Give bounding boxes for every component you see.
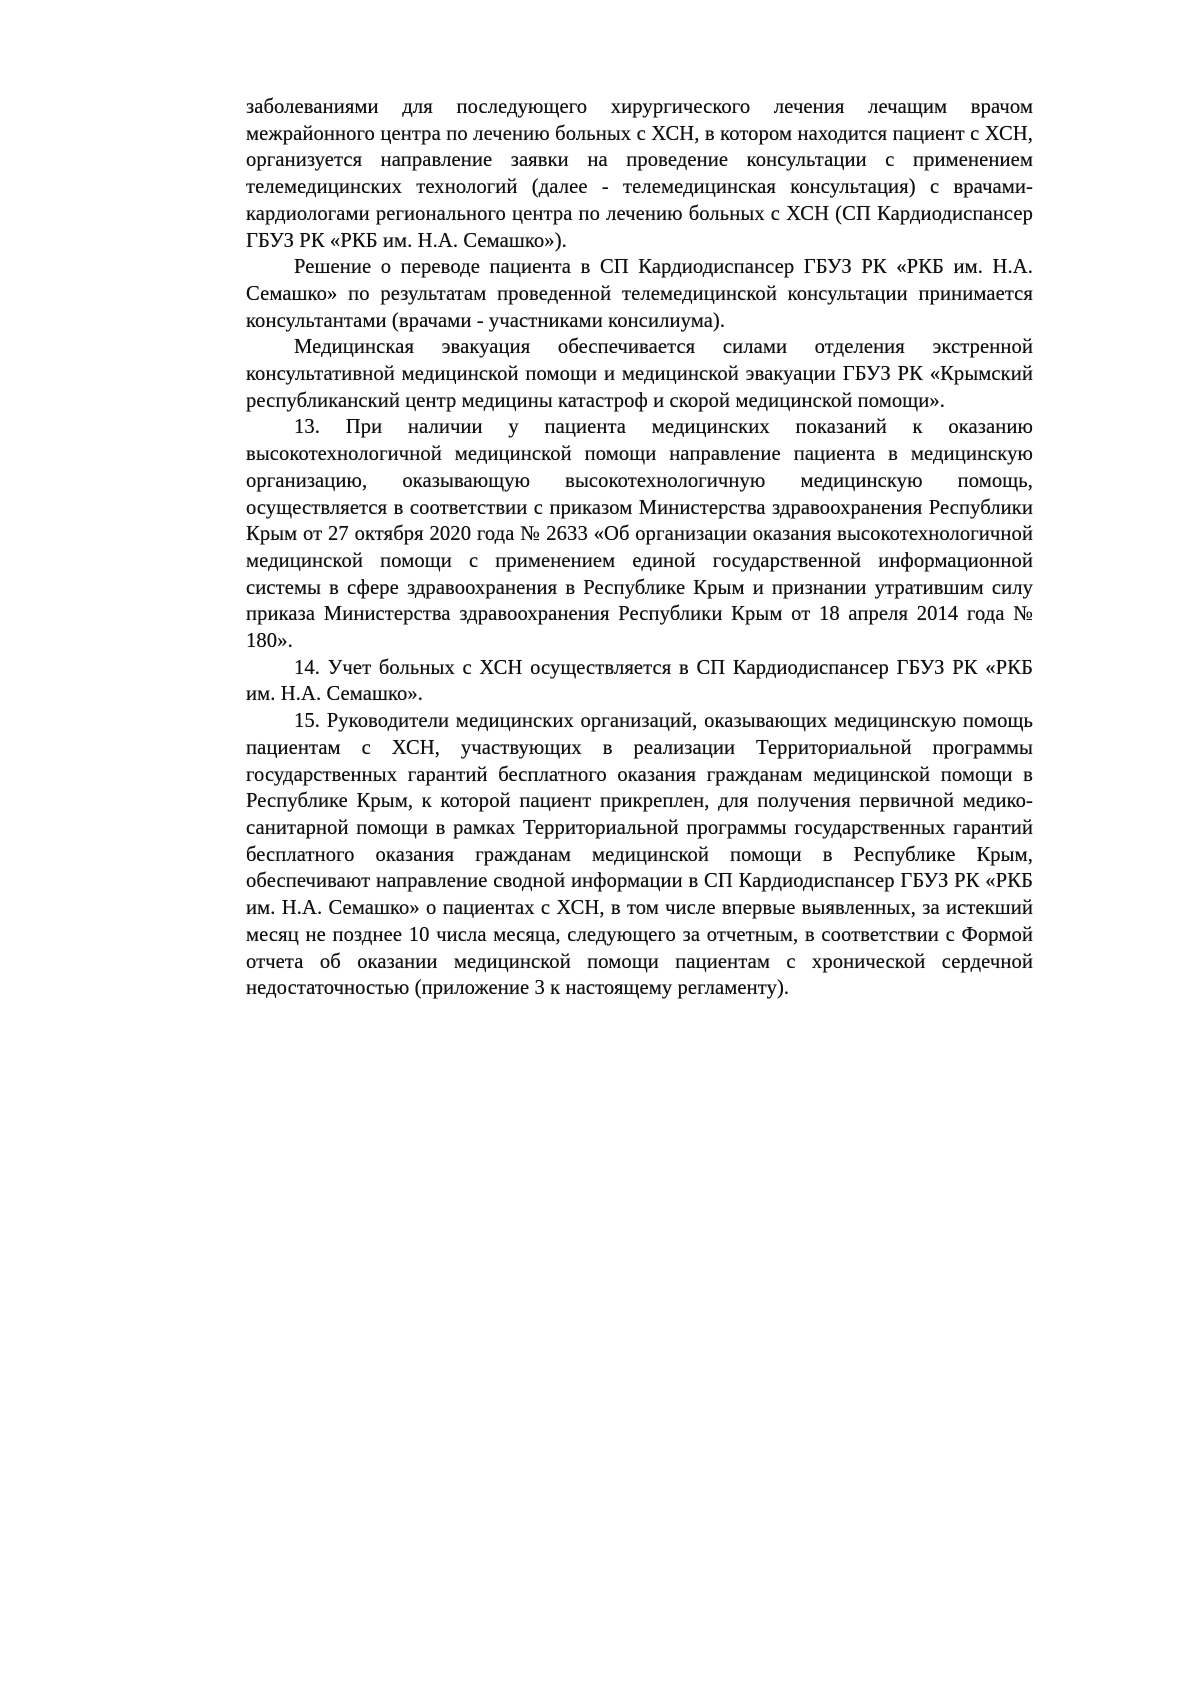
paragraph-continuation: заболеваниями для последующего хирургического лечения лечащим врачом межрайонного центра по лечению больных с ХСН, в котором находится пациент с ХСН, организуется направление заявки на проведение консультации с применением телемедицинских технологий (далее - телемедицинская консультация) с врачами-кардиологами регионального центра по лечению больных с ХСН (СП Кардиодиспансер ГБУЗ РК «РКБ им. Н.А. Семашко»).	[246, 96, 1033, 252]
paragraph-medical-evacuation: Медицинская эвакуация обеспечивается силами отделения экстренной консультативной медицинской помощи и медицинской эвакуации ГБУЗ РК «Крымский республиканский центр медицины катастроф и скорой медицинской помощи».	[246, 336, 1033, 412]
paragraph-item-15: 15. Руководители медицинских организаций, оказывающих медицинскую помощь пациентам с ХСН, участвующих в реализации Территориальной программы государственных гарантий бесплатного оказания гражданам медицинской помощи в Республике Крым, к которой пациент прикреплен, для получения первичной медико-санитарной помощи в рамках Территориальной программы государственных гарантий бесплатного оказания гражданам медицинской помощи в Республике Крым, обеспечивают направление сводной информации в СП Кардиодиспансер ГБУЗ РК «РКБ им. Н.А. Семашко» о пациентах с ХСН, в том числе впервые выявленных, за истекший месяц не позднее 10 числа месяца, следующего за отчетным, в соответствии с Формой отчета об оказании медицинской помощи пациентам с хронической сердечной недостаточностью (приложение 3 к настоящему регламенту).	[246, 710, 1033, 1000]
document-body	[246, 94, 1033, 1002]
paragraph-item-14: 14. Учет больных с ХСН осуществляется в СП Кардиодиспансер ГБУЗ РК «РКБ им. Н.А. Семашко».	[246, 656, 1033, 706]
paragraph-item-13: 13. При наличии у пациента медицинских показаний к оказанию высокотехнологичной медицинской помощи направление пациента в медицинскую организацию, оказывающую высокотехнологичную медицинскую помощь, осуществляется в соответствии с приказом Министерства здравоохранения Республики Крым от 27 октября 2020 года № 2633 «Об организации оказания высокотехнологичной медицинской помощи с применением единой государственной информационной системы в сфере здравоохранения в Республике Крым и признании утратившим силу приказа Министерства здравоохранения Республики Крым от 18 апреля 2014 года № 180».	[246, 416, 1033, 653]
paragraph-transfer-decision: Решение о переводе пациента в СП Кардиодиспансер ГБУЗ РК «РКБ им. Н.А. Семашко» по результатам проведенной телемедицинской консультации принимается консультантами (врачами - участниками консилиума).	[246, 256, 1033, 332]
